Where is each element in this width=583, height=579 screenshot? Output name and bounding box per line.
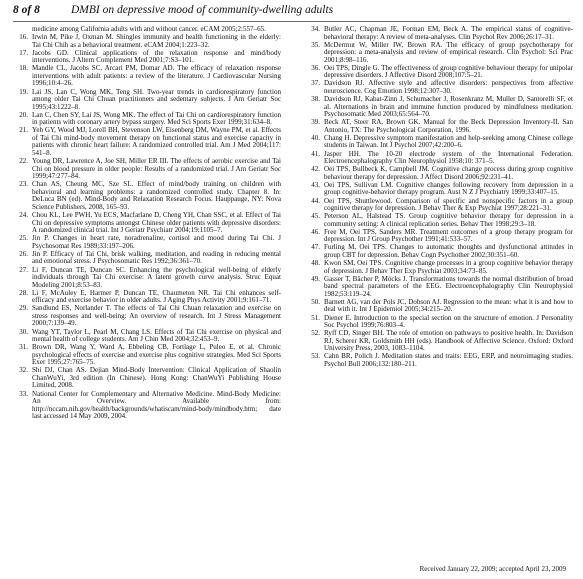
reference-text: Davidson RJ. Affective style and affective disorders: perspectives from affective neuroscience. Cog Emotion 1998;12:307–30. [324,79,573,96]
reference-entry [13,329,281,344]
reference-text: Oei TPS, Bullbeck K, Campbell JM. Cognitive change process during group cognitive behaviour therapy for depression. J Affect Disord 2006;92:231–41. [324,165,573,181]
reference-entry [305,80,573,95]
reference-number: 36. [311,63,320,72]
reference-entry [305,229,573,244]
reference-number: 40. [311,133,320,142]
reference-text: Lai JS, Lan C, Wong MK, Teng SH. Two-year trends in cardiorespiratory function among older Tai Chi Chuan practitioners and sedentary subjects. J Am Geriatr Soc 1995;43:1222–8. [32,87,281,111]
reference-text: Jacobs GD. Clinical applications of the relaxation response and mind/body interventions. J Altern Complement Med 2001;7:S3–101. [32,48,281,65]
reference-entry [305,213,573,228]
reference-text: Ryff CD, Singer BH. The role of emotion on pathways to positive health. In: Davidson RJ, Scherer KR, Goldsmith HH (eds). Handbook of Affective Science. Oxford: Oxford University Press, 2003, 1083–1104. [324,329,573,353]
reference-number: 37. [311,79,320,88]
reference-text: Cahn BR, Polich J. Meditation states and traits: EEG, ERP, and neuroimaging studies. Psychol Bull 2006;132:180–211. [324,352,573,368]
reference-number: 38. [311,95,320,104]
reference-entry [13,235,281,250]
reference-text: Yeh GY, Wood MJ, Lorell BH, Stevenson LW, Eisenberg DM, Wayne PM, et al. Effects of Tai Chi mind-body movement therapy on functional status and exercise capacity in patients with chronic heart failure: A randomized controlled trial. Am J Med 2004;117: 541–8. [32,126,281,158]
reference-number: 33. [19,389,28,398]
reference-text: Chang H. Depressive symptom manifestation and help-seeking among Chinese college students in Taiwan. Int J Psychol 2007;42:200–6. [324,133,573,150]
reference-text: Lan C, Chen SY, Lai JS, Wong MK. The effect of Tai Chi on cardiorespiratory function in patients with coronary artery bypass surgery. Med Sci Sports Exer 1999;31:634–8. [32,110,281,127]
reference-number: 30. [19,327,28,336]
reference-text: Chan AS, Cheung MC, Sze SL. Effect of mind/body training on children with behavioral and learning problems: a randomized controlled study. Chapter 8. In: DeLuca BN (ed). Mind-Body and Relaxation Research Focus. Hauppauge, NY: Nova Science Publishers, 2008, 165–93. [32,180,281,211]
reference-number: 32. [19,366,28,375]
reference-text: Wang YT, Taylor L, Pearl M, Chang LS. Effects of Tai Chi exercise on physical and mental health of college students. Am J Chin Med 2004;32:453–9. [32,327,281,344]
reference-text: Li F, McAuley E, Harmer P, Duncan TE, Chaumeton NR. Tai Chi enhances self-efficacy and exercise behavior in older adults. J Aging Phys Activity 2001;9:161–71. [32,288,281,305]
reference-text: Sandlund ES, Norlander T. The effects of Tai Chi Chuan relaxation and exercise on stress responses and well-being: An overview of research. Int J Stress Management 2000;7:139–49. [32,304,281,328]
reference-number: 26. [19,249,28,258]
running-title: DMBI on depressive mood of community-dwelling adults [71,4,334,16]
reference-entry [13,344,281,367]
reference-number: 42. [311,165,320,174]
reference-text: Brown DR, Wang Y, Ward A, Ebbeling CB, Fortlage L, Puleo E, et al. Chronic psychological effects of exercise and exercise plus cognitive strategies. Med Sci Sports Exer 1995;27:765–75. [32,343,281,367]
reference-entry [305,96,573,119]
reference-entry [13,251,281,266]
reference-number: 17. [19,48,28,57]
reference-text: Barnett AG, van der Pols JC, Dobson AJ. Regression to the mean: what it is and how to deal with it. Int J Epidemiol 2005;34:215–20. [324,297,573,314]
reference-number: 22. [19,157,28,166]
received-accepted-note: Received January 22, 2009; accepted April 23, 2009 [419,565,566,573]
reference-number: 29. [19,304,28,313]
reference-text: Chou KL, Lee PWH, Yu ECS, Macfarlane D, Cheng YH, Chan SSC, et al. Effect of Tai Chi on depressive symptoms amongst Chinese older patients with depressive disorders: A randomized clinical trial. Int J Geriatr Psychiatr 2004;19:1105–7. [32,211,281,235]
reference-text: Shi DJ, Chan AS. Dejian Mind-Body Intervention: Clinical Application of Shaolin ChanWuYi, 3rd edition (In Chinese). Hong Kong: ChanWuYi Publishing House Limited, 2008. [32,366,281,390]
reference-text: Mandle CL, Jacobs SC, Arcari PM, Domar AD. The efficacy of relaxation response interventions with adult patients: a review of the literature. J Cardiovascular Nursing 1996;10:4–26. [32,64,281,88]
reference-entry [13,391,281,421]
reference-entry [13,34,281,49]
reference-text: Jasper HH. The 10-20 electrode system of the International Federation. Electroencephalography Clin Neurophysiol 1958;10: 371–5. [324,149,573,166]
reference-text: Furling M, Oei TPS. Changes to automatic thoughts and dysfunctional attitudes in group CBT for depression. Behav Cogn Psychother 2002;30:351–60. [324,243,573,259]
reference-text: Free M, Oei TPS, Sanders MR. Treatment outcomes of a group therapy program for depression. Int J Group Psychother 1991;41:533–57. [324,227,573,244]
reference-entry [13,89,281,112]
reference-number: 52. [311,329,320,338]
reference-entry [305,276,573,299]
reference-number: 49. [311,274,320,283]
reference-entry [305,42,573,65]
reference-number: 23. [19,180,28,189]
reference-text: Beck AT, Steer RA, Brown GK. Manual for the Beck Depression Inventory-II. San Antonio, TX: The Psychological Corporation, 1996. [324,118,573,134]
page-number: 8 of 8 [13,4,40,16]
references-right-column [305,26,573,369]
reference-entry [305,260,573,275]
reference-entry [305,244,573,259]
reference-text: Oei TPS, Shuttlewood. Comparison of specific and nonspecific factors in a group cognitive therapy for depression. J Behav Ther & Exp Psychiat 1997;28:221–31. [324,196,573,213]
reference-number: 34. [311,25,320,33]
reference-text: Peterson AL, Halstead TS. Group cognitive behavior therapy for depression in a community setting: A clinical replication series. Behav Ther 1998;29:3–18. [324,212,573,228]
reference-text: Kwon SM, Oei TPS. Cognitive change processes in a group cognitive behavior therapy of depression. J Behav Ther Exp Psychiat 2003;34:73–85. [324,259,573,275]
reference-number: 25. [19,234,28,243]
reference-entry [305,198,573,213]
reference-entry [13,127,281,157]
reference-text: Diener E. Introduction to the special section on the structure of emotion. J Personality Soc Psychol 1999;76:803–4. [324,313,573,330]
reference-entry [305,299,573,314]
reference-entry [305,330,573,353]
reference-number: 45. [311,212,320,221]
reference-number: 31. [19,343,28,352]
reference-entry [305,166,573,181]
reference-entry [13,65,281,88]
reference-entry [13,112,281,127]
reference-entry [305,151,573,166]
reference-text: Jin P. Changes in heart rate, noradrenaline, cortisol and mood during Tai Chi. J Psychosomat Res 1989;33:197–206. [32,234,281,250]
reference-number: 43. [311,180,320,189]
reference-number: 16. [19,33,28,42]
reference-number: 19. [19,87,28,96]
reference-number: 50. [311,297,320,306]
reference-number: 51. [311,313,320,322]
reference-entry [305,65,573,80]
header-rule [13,21,570,22]
reference-text: Irwin M, Pike J, Oxman M. Shingles immunity and health functioning in the elderly: Tai Chi Chih as a behavioral treatment. eCAM 2004;1:223–32. [32,33,281,49]
reference-number: 18. [19,64,28,73]
reference-entry [13,50,281,65]
reference-number: 27. [19,265,28,274]
reference-text: Oei TPS, Sullivan LM. Cognitive changes following recovery from depression in a group cognitive-behavior therapy program. Aust N Z J Psychiatry 1999;33:407–15. [324,180,573,197]
reference-text: Young DR, Lawrence A, Joe SH, Miller ER III. The effects of aerobic exercise and Tai Chi on blood pressure in older people: Results of a randomized trial. J Am Geriatr Soc 1999;47:277–84. [32,157,281,181]
reference-number: 24. [19,211,28,220]
reference-number: 39. [311,118,320,127]
reference-entry [13,290,281,305]
reference-entry [305,26,573,41]
reference-number: 21. [19,126,28,135]
reference-text: medicine among California adults with and without cancer. eCAM 2005;2:557–65. [32,25,266,33]
reference-entry [305,135,573,150]
references-left-column [13,26,281,421]
reference-text: Jin P. Efficacy of Tai Chi, brisk walking, meditation, and reading in reducing mental and emotional stress. J Psychosomatic Res 1992;36:361–70. [32,249,281,266]
reference-text: Butler AC, Chapman JE, Forman EM, Beck A. The empirical status of cognitive-behavioral therapy: A review of meta-analyses. Clin Psychol Rev 2006;26:17–31. [324,25,573,41]
reference-entry [13,181,281,211]
reference-text: Gasser T, Bächer P, Möcks J. Transformations towards the normal distribution of broad band spectral parameters of the EEG. Electroencephalography Clin Neurophysiol 1982;53:119–24. [324,274,573,298]
reference-entry [305,353,573,368]
running-header [13,4,570,22]
reference-entry [13,367,281,390]
reference-entry [13,158,281,181]
reference-number: 20. [19,110,28,119]
reference-entry [305,119,573,134]
reference-entry [13,305,281,328]
reference-number: 44. [311,196,320,205]
reference-number: 46. [311,227,320,236]
reference-text: Oei TPS, Dingle G. The effectiveness of group cognitive behaviour therapy for unipolar depressive disorders. J Affective Disord 2008;107:5–21. [324,63,573,80]
reference-text: Li F, Duncan TE, Duncan SC. Enhancing the psychological well-being of elderly individuals through Tai Chi exercise: A latent growth curve analysis. Struc Equat Modeling 2001;8:53–83. [32,265,281,289]
reference-entry [13,212,281,235]
reference-entry [305,315,573,330]
reference-number: 53. [311,352,320,361]
reference-number: 35. [311,40,320,49]
reference-entry [13,267,281,290]
reference-text: Davidson RJ, Kabat-Zinn J, Schumacher J, Rosenkranz M, Muller D, Santorelli SF, et al. Alternations in brain and immune function produced by mindfulness meditation. Psychosomatic Med 2003;65:564–70. [324,95,573,119]
reference-text: McDermut W, Miller IW, Brown RA. The efficacy of group psychotherapy for depression: a meta-analysis and review of empirical research. Clin Psychol: Sci Prac 2001;8:98–116. [324,40,573,64]
reference-entry [305,182,573,197]
reference-text: National Center for Complementary and Alternative Medicine. Mind-Body Medicine: An Overview. Available from: http://nccam.nih.gov/health/backgrounds/whatiscam/mind-body/mindbody.htm; date last accessed 14 May 2009, 2004. [32,389,281,421]
reference-number: 28. [19,288,28,297]
reference-number: 41. [311,149,320,158]
reference-number: 48. [311,259,320,268]
reference-number: 47. [311,243,320,252]
